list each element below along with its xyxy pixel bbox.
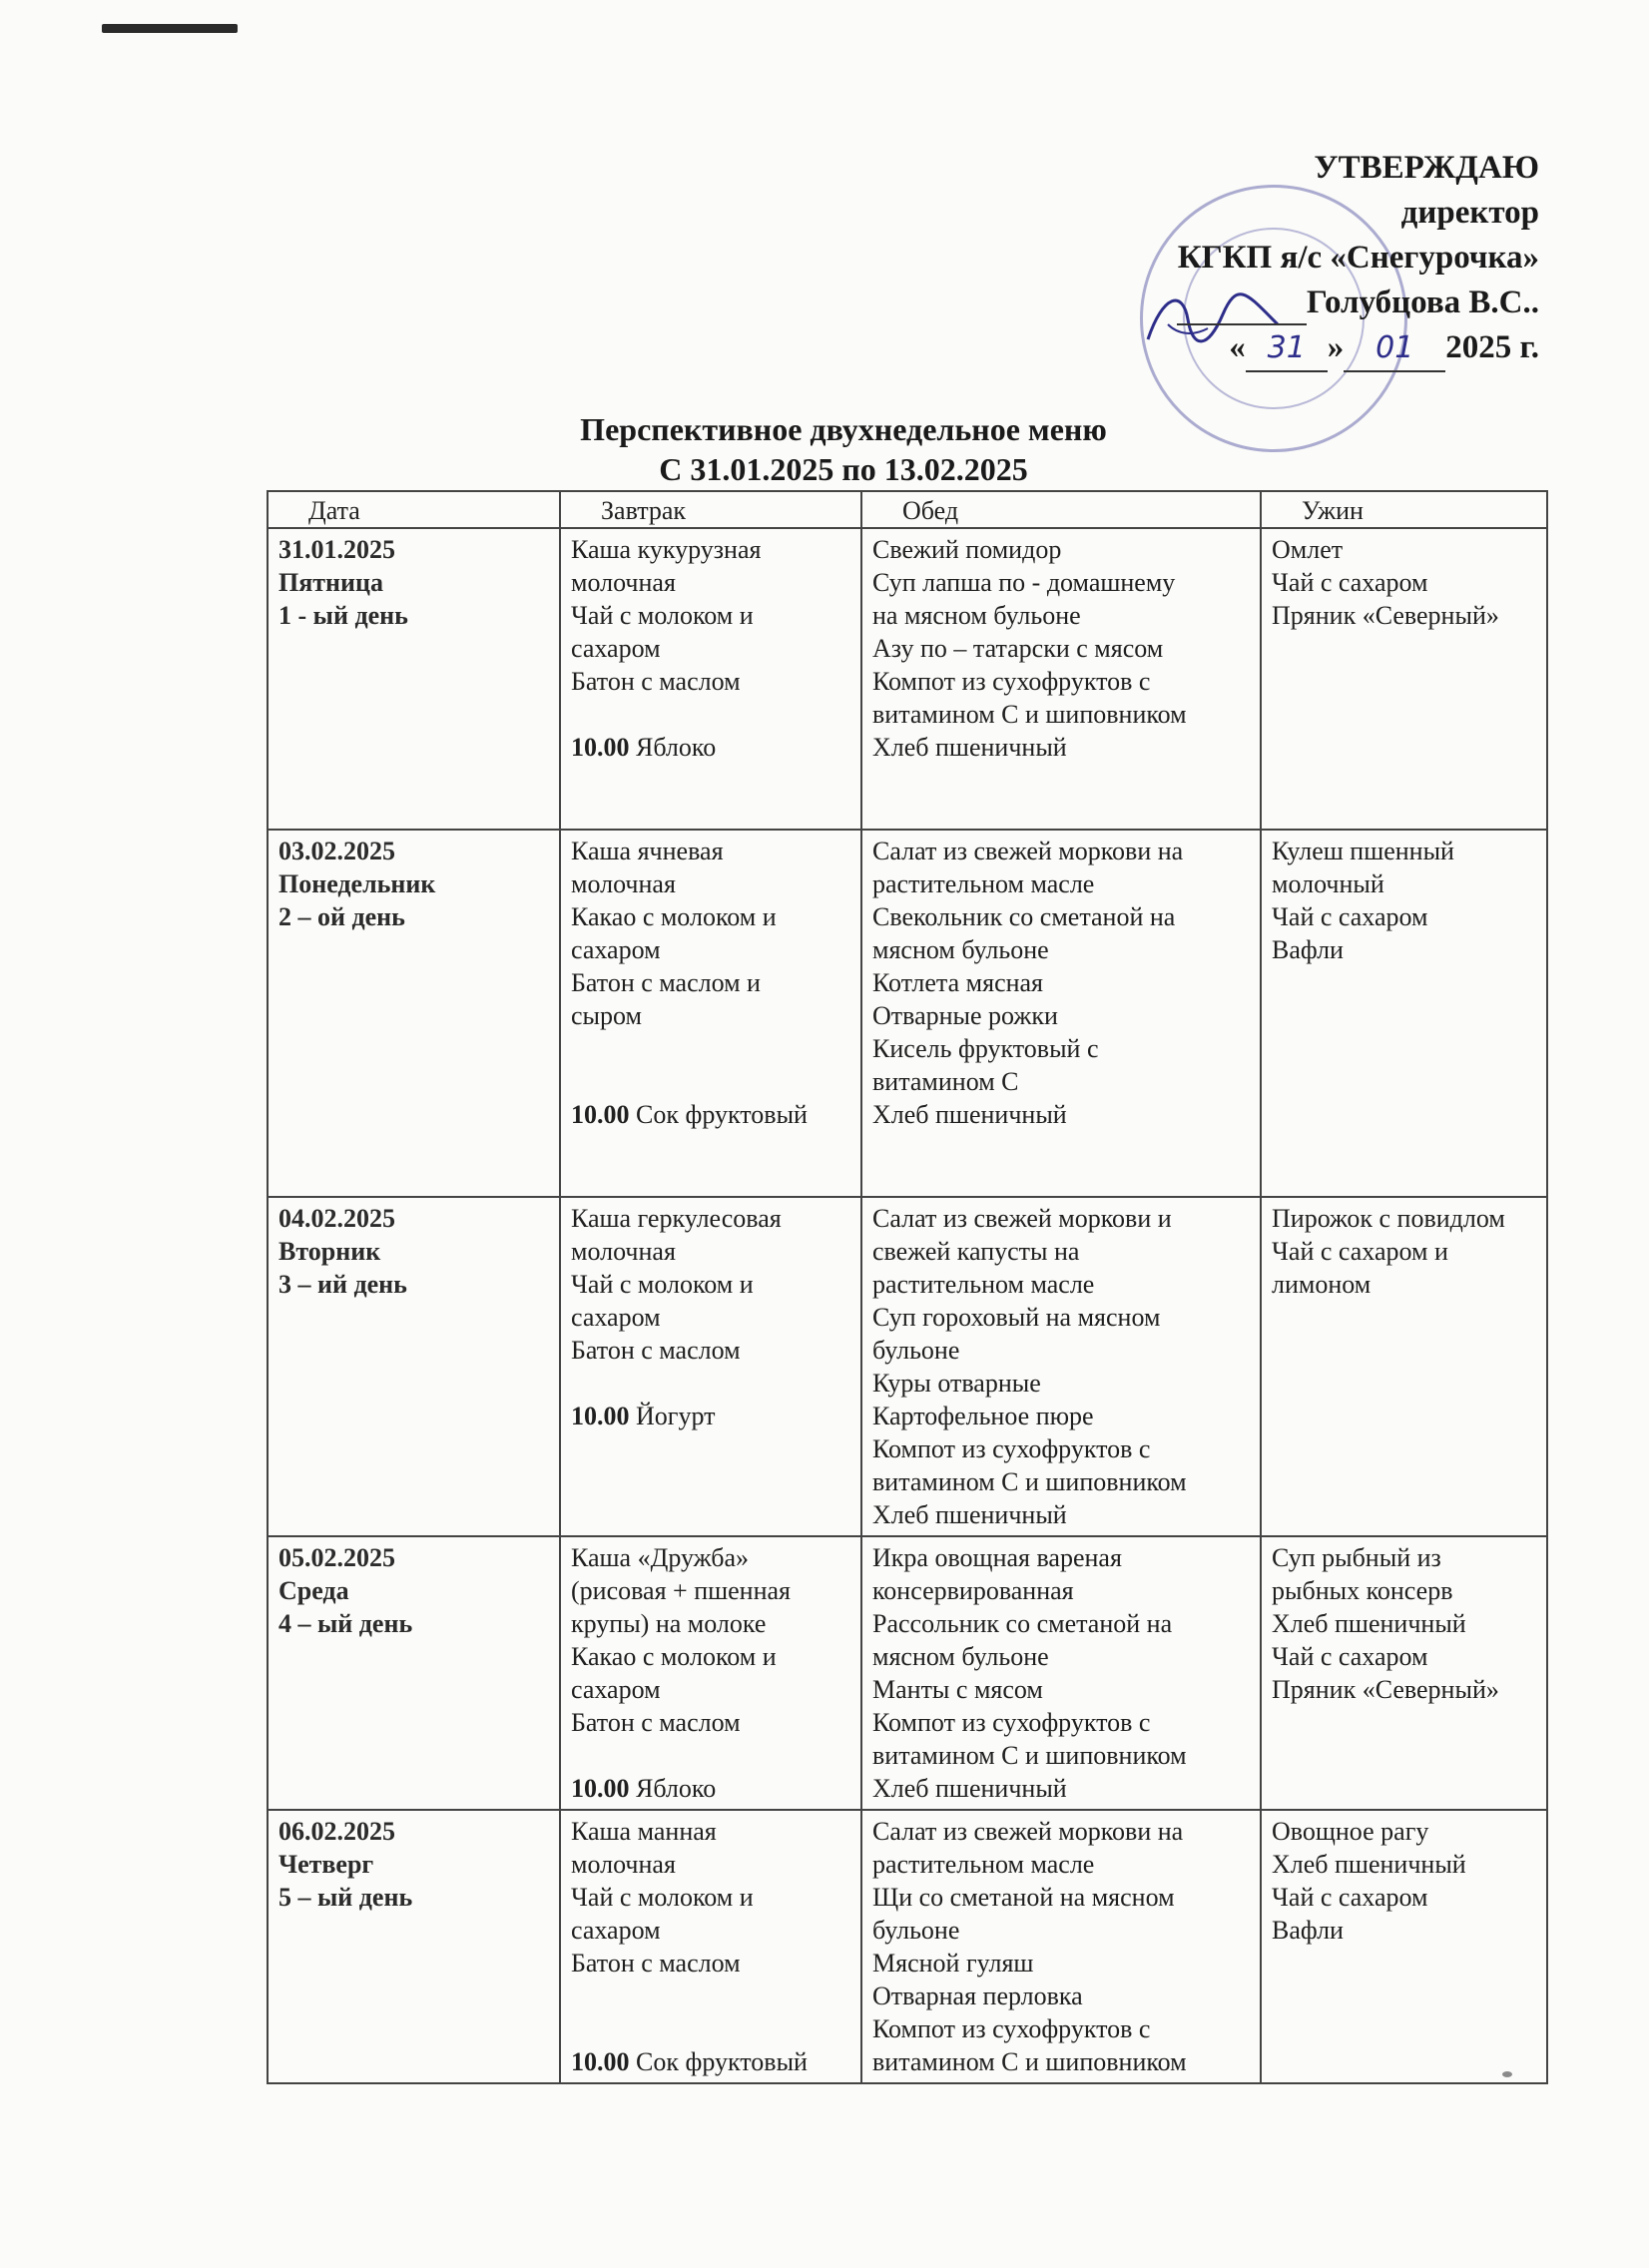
breakfast-cell — [560, 1536, 861, 1810]
lunch-cell — [861, 830, 1261, 1197]
dinner-item: Пирожок с повидлом — [1272, 1204, 1505, 1233]
row-date: 06.02.2025 — [278, 1817, 395, 1846]
dinner-cell — [1261, 1197, 1547, 1536]
lunch-item: Котлета мясная — [872, 968, 1044, 997]
lunch-item: растительном масле — [872, 1850, 1095, 1879]
row-weekday: Четверг — [278, 1850, 374, 1879]
date-cell — [268, 528, 560, 830]
date-open-quote: « — [1229, 329, 1246, 365]
breakfast-item: Каша манная — [571, 1817, 717, 1846]
snack-item: Сок фруктовый — [636, 1100, 808, 1129]
director-name: Голубцова В.С.. — [1306, 284, 1539, 320]
breakfast-item: Какао с молоком и — [571, 1642, 777, 1671]
table-row — [268, 1810, 1547, 2083]
row-date: 03.02.2025 — [278, 837, 395, 865]
snack-time: 10.00 — [571, 733, 630, 762]
lunch-item: Хлеб пшеничный — [872, 1500, 1067, 1529]
dinner-item: Вафли — [1272, 935, 1344, 964]
lunch-item: Азу по – татарски с мясом — [872, 634, 1164, 663]
dinner-item: Хлеб пшеничный — [1272, 1850, 1466, 1879]
lunch-item: Кисель фруктовый с — [872, 1034, 1099, 1063]
document-title — [559, 409, 1128, 489]
header-dinner: Ужин — [1261, 491, 1547, 528]
table-row — [268, 1536, 1547, 1810]
row-weekday: Пятница — [278, 568, 384, 597]
snack-time: 10.00 — [571, 1774, 630, 1803]
row-weekday: Вторник — [278, 1237, 381, 1266]
row-weekday: Среда — [278, 1576, 349, 1605]
title-line-1: Перспективное двухнедельное меню — [580, 411, 1107, 447]
lunch-item: Картофельное пюре — [872, 1402, 1094, 1430]
date-cell — [268, 1536, 560, 1810]
snack-time: 10.00 — [571, 1402, 630, 1430]
snack-item: Йогурт — [636, 1402, 716, 1430]
breakfast-cell — [560, 528, 861, 830]
lunch-item: Хлеб пшеничный — [872, 1100, 1067, 1129]
breakfast-item: Чай с молоком и — [571, 601, 754, 630]
snack-line — [571, 2045, 852, 2078]
breakfast-cell — [560, 1197, 861, 1536]
row-day: 3 – ий день — [278, 1270, 407, 1299]
breakfast-item: сахаром — [571, 634, 661, 663]
lunch-cell — [861, 1197, 1261, 1536]
breakfast-cell — [560, 830, 861, 1197]
dinner-item: Чай с сахаром — [1272, 902, 1428, 931]
lunch-item: витамином С и шиповником — [872, 1741, 1187, 1770]
row-day: 1 - ый день — [278, 601, 408, 630]
breakfast-cell — [560, 1810, 861, 2083]
director-name-line — [1177, 281, 1539, 325]
lunch-item: бульоне — [872, 1336, 960, 1365]
breakfast-item: молочная — [571, 1850, 676, 1879]
snack-item: Яблоко — [636, 1774, 717, 1803]
lunch-item: Салат из свежей моркови и — [872, 1204, 1172, 1233]
dinner-item: лимоном — [1272, 1270, 1372, 1299]
breakfast-item: (рисовая + пшенная — [571, 1576, 792, 1605]
spacer — [571, 698, 852, 731]
table-row — [268, 528, 1547, 830]
dinner-item: Пряник «Северный» — [1272, 1675, 1499, 1704]
date-close-quote: » — [1327, 329, 1345, 365]
lunch-item: мясном бульоне — [872, 935, 1049, 964]
table-header-row — [268, 491, 1547, 528]
scan-speck — [1502, 2071, 1512, 2077]
lunch-item: Отварные рожки — [872, 1001, 1058, 1030]
lunch-item: Куры отварные — [872, 1369, 1041, 1398]
row-day: 5 – ый день — [278, 1883, 413, 1912]
breakfast-item: Батон с маслом — [571, 1708, 741, 1737]
header-breakfast: Завтрак — [560, 491, 861, 528]
snack-line — [571, 1098, 852, 1131]
spacer — [571, 1980, 852, 2045]
approval-block — [1177, 146, 1539, 372]
lunch-cell — [861, 1810, 1261, 2083]
breakfast-item: молочная — [571, 1237, 676, 1266]
breakfast-item: сахаром — [571, 1916, 661, 1945]
breakfast-item: Батон с маслом и — [571, 968, 761, 997]
spacer — [571, 1367, 852, 1400]
lunch-item: Отварная перловка — [872, 1982, 1083, 2010]
row-day: 2 – ой день — [278, 902, 405, 931]
lunch-item: Салат из свежей моркови на — [872, 837, 1184, 865]
lunch-item: Свекольник со сметаной на — [872, 902, 1176, 931]
lunch-item: витамином С и шиповником — [872, 1467, 1187, 1496]
snack-time: 10.00 — [571, 2047, 630, 2076]
lunch-item: консервированная — [872, 1576, 1074, 1605]
row-date: 31.01.2025 — [278, 535, 395, 564]
lunch-item: витамином С и шиповником — [872, 700, 1187, 729]
dinner-item: Овощное рагу — [1272, 1817, 1429, 1846]
snack-line — [571, 1772, 852, 1805]
breakfast-item: Каша геркулесовая — [571, 1204, 782, 1233]
snack-item: Сок фруктовый — [636, 2047, 808, 2076]
breakfast-item: сахаром — [571, 1303, 661, 1332]
approval-day: 31 — [1246, 325, 1328, 372]
lunch-item: бульоне — [872, 1916, 960, 1945]
dinner-item: Суп рыбный из — [1272, 1543, 1441, 1572]
lunch-item: Суп лапша по - домашнему — [872, 568, 1176, 597]
lunch-item: Хлеб пшеничный — [872, 733, 1067, 762]
date-cell — [268, 1197, 560, 1536]
spacer — [571, 1032, 852, 1098]
row-date: 05.02.2025 — [278, 1543, 395, 1572]
approval-date — [1177, 325, 1539, 372]
dinner-item: Пряник «Северный» — [1272, 601, 1499, 630]
table-row — [268, 1197, 1547, 1536]
breakfast-item: Чай с молоком и — [571, 1883, 754, 1912]
breakfast-item: Какао с молоком и — [571, 902, 777, 931]
dinner-cell — [1261, 1536, 1547, 1810]
lunch-item: мясном бульоне — [872, 1642, 1049, 1671]
title-line-2: С 31.01.2025 по 13.02.2025 — [659, 451, 1028, 487]
lunch-item: Компот из сухофруктов с — [872, 1708, 1151, 1737]
breakfast-item: Каша «Дружба» — [571, 1543, 750, 1572]
breakfast-item: Каша ячневая — [571, 837, 724, 865]
approval-month: 01 — [1344, 325, 1445, 372]
director-position: директор — [1400, 195, 1539, 231]
lunch-item: Компот из сухофруктов с — [872, 667, 1151, 696]
lunch-item: Компот из сухофруктов с — [872, 1434, 1151, 1463]
snack-time: 10.00 — [571, 1100, 630, 1129]
lunch-item: Рассольник со сметаной на — [872, 1609, 1173, 1638]
dinner-item: Чай с сахаром — [1272, 1642, 1428, 1671]
snack-line — [571, 1400, 852, 1432]
lunch-item: Щи со сметаной на мясном — [872, 1883, 1175, 1912]
organization-name: КГКП я/с «Снегурочка» — [1177, 240, 1539, 276]
dinner-item: рыбных консерв — [1272, 1576, 1453, 1605]
dinner-item: Хлеб пшеничный — [1272, 1609, 1466, 1638]
lunch-item: Мясной гуляш — [872, 1949, 1034, 1978]
breakfast-item: Батон с маслом — [571, 667, 741, 696]
approve-label: УТВЕРЖДАЮ — [1314, 150, 1539, 186]
lunch-item: витамином С и шиповником — [872, 2047, 1187, 2076]
dinner-cell — [1261, 830, 1547, 1197]
lunch-item: растительном масле — [872, 869, 1095, 898]
dinner-item: Вафли — [1272, 1916, 1344, 1945]
breakfast-item: Чай с молоком и — [571, 1270, 754, 1299]
lunch-item: свежей капусты на — [872, 1237, 1080, 1266]
breakfast-item: Батон с маслом — [571, 1949, 741, 1978]
lunch-item: Икра овощная вареная — [872, 1543, 1122, 1572]
table-row — [268, 830, 1547, 1197]
breakfast-item: сыром — [571, 1001, 642, 1030]
breakfast-item: Каша кукурузная — [571, 535, 762, 564]
breakfast-item: крупы) на молоке — [571, 1609, 767, 1638]
lunch-item: Манты с мясом — [872, 1675, 1043, 1704]
lunch-item: Суп гороховый на мясном — [872, 1303, 1161, 1332]
lunch-item: Салат из свежей моркови на — [872, 1817, 1184, 1846]
breakfast-item: молочная — [571, 568, 676, 597]
dinner-item: Чай с сахаром и — [1272, 1237, 1448, 1266]
date-cell — [268, 1810, 560, 2083]
date-cell — [268, 830, 560, 1197]
dinner-item: Чай с сахаром — [1272, 568, 1428, 597]
dinner-item: молочный — [1272, 869, 1384, 898]
snack-line — [571, 731, 852, 764]
row-weekday: Понедельник — [278, 869, 436, 898]
row-date: 04.02.2025 — [278, 1204, 395, 1233]
breakfast-item: молочная — [571, 869, 676, 898]
breakfast-item: сахаром — [571, 1675, 661, 1704]
dinner-item: Чай с сахаром — [1272, 1883, 1428, 1912]
dinner-cell — [1261, 528, 1547, 830]
lunch-item: витамином С — [872, 1067, 1019, 1096]
lunch-item: Компот из сухофруктов с — [872, 2014, 1151, 2043]
header-lunch: Обед — [861, 491, 1261, 528]
menu-table — [267, 490, 1548, 2084]
lunch-item: на мясном бульоне — [872, 601, 1081, 630]
dinner-cell — [1261, 1810, 1547, 2083]
scan-edge-mark — [102, 24, 238, 33]
snack-item: Яблоко — [636, 733, 717, 762]
dinner-item: Омлет — [1272, 535, 1344, 564]
lunch-item: Свежий помидор — [872, 535, 1062, 564]
lunch-cell — [861, 1536, 1261, 1810]
dinner-item: Кулеш пшенный — [1272, 837, 1454, 865]
approval-year: 2025 г. — [1445, 329, 1539, 365]
lunch-item: Хлеб пшеничный — [872, 1774, 1067, 1803]
breakfast-item: Батон с маслом — [571, 1336, 741, 1365]
header-date: Дата — [268, 491, 560, 528]
lunch-item: растительном масле — [872, 1270, 1095, 1299]
lunch-cell — [861, 528, 1261, 830]
row-day: 4 – ый день — [278, 1609, 413, 1638]
breakfast-item: сахаром — [571, 935, 661, 964]
spacer — [571, 1739, 852, 1772]
